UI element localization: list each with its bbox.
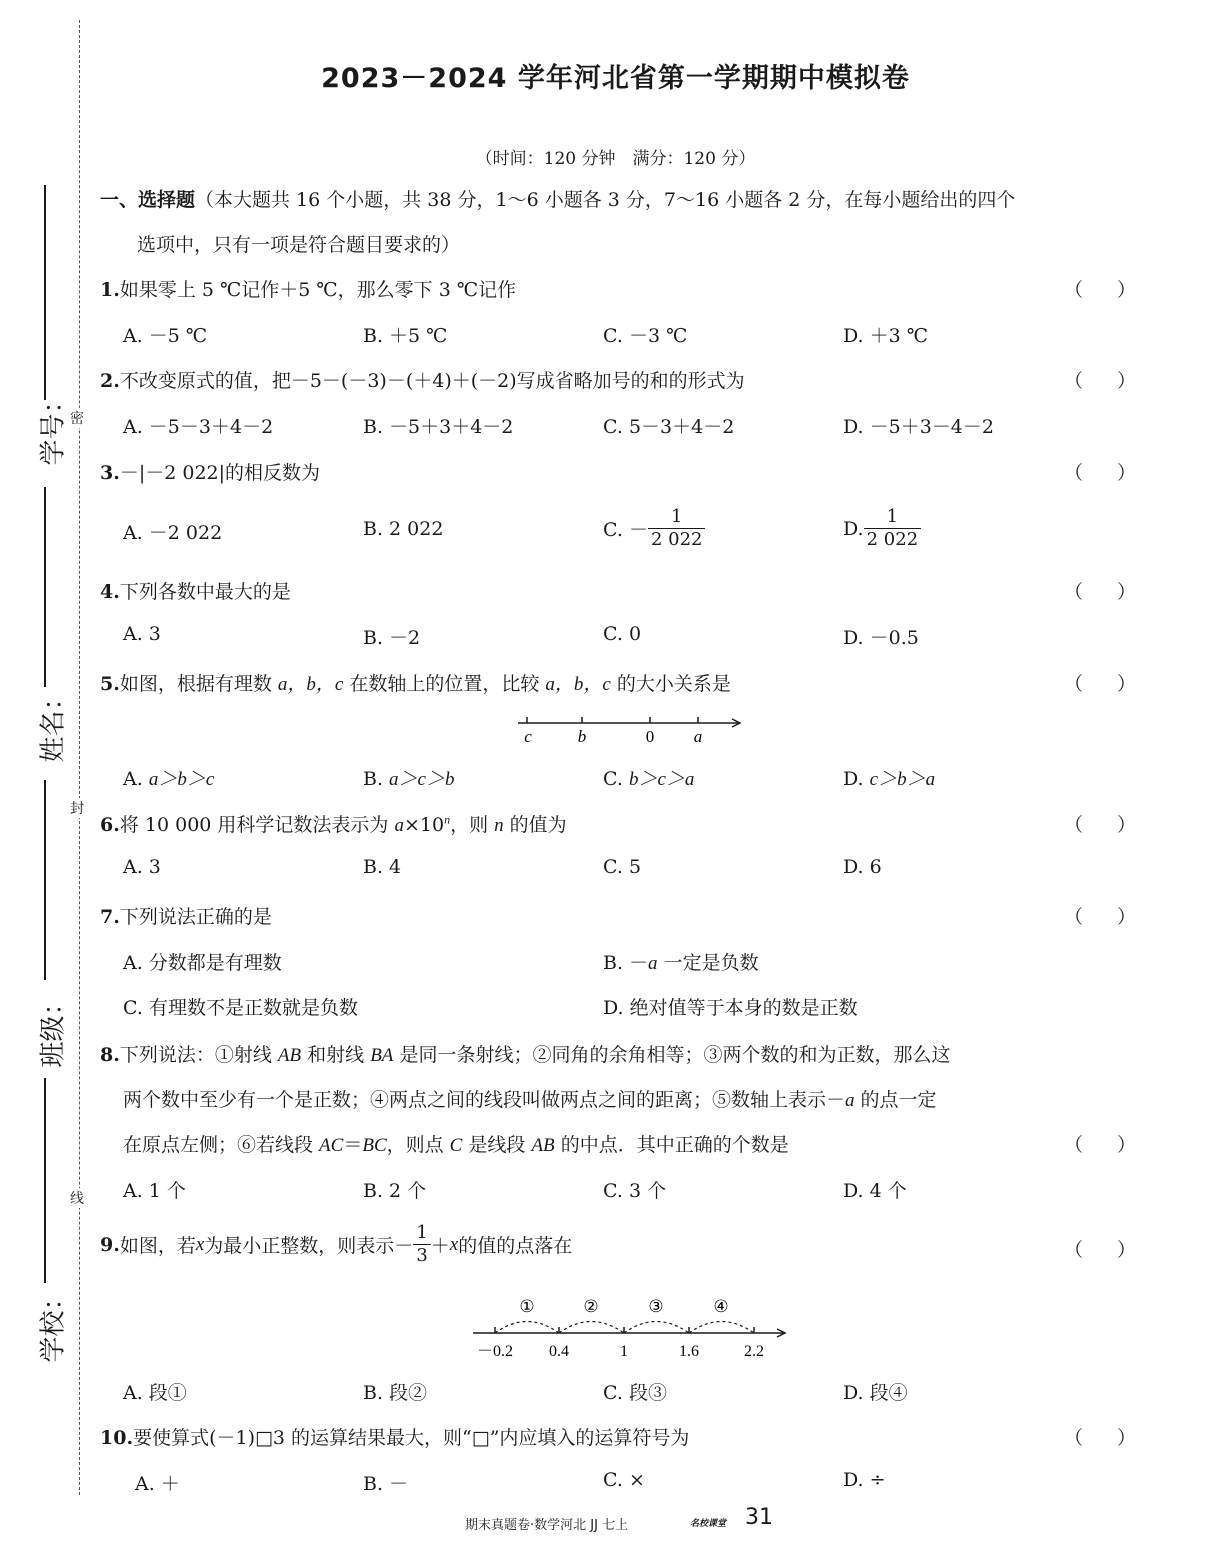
- footer-text: 期末真题卷·数学河北 JJ 七上: [465, 1518, 629, 1533]
- axis-label: －0.2: [476, 1343, 514, 1360]
- q7-option-d[interactable]: D. 绝对值等于本身的数是正数: [603, 997, 858, 1019]
- answer-blank-3[interactable]: [1064, 458, 1136, 485]
- q9-option-b[interactable]: B. 段②: [363, 1382, 428, 1404]
- q9-option-d[interactable]: D. 段④: [843, 1382, 908, 1404]
- paren-left: （: [1064, 814, 1084, 836]
- question-number: 2.: [100, 370, 120, 392]
- question-text: 将 10 000 用科学记数法表示为: [119, 814, 395, 836]
- axis-label: 2.2: [744, 1343, 764, 1360]
- question-text: －|－2 022|的相反数为: [119, 462, 321, 484]
- option-text: a＞c＞b: [389, 769, 455, 790]
- name-label: 姓名：: [38, 684, 69, 763]
- brand-logo: 名校课堂: [690, 1519, 727, 1529]
- q10-option-b[interactable]: B. －: [363, 1473, 409, 1495]
- answer-blank-7[interactable]: [1064, 902, 1136, 929]
- segment-label-1: ①: [519, 1297, 535, 1316]
- question-8-line-1: [100, 1040, 950, 1067]
- paren-right: ）: [1116, 581, 1136, 603]
- q4-option-b[interactable]: B. －2: [363, 627, 421, 649]
- segment-label-2: ②: [583, 1297, 599, 1316]
- answer-blank-4[interactable]: [1064, 577, 1136, 604]
- option-letter: A.: [123, 768, 149, 790]
- paren-right: ）: [1116, 370, 1136, 392]
- axis-label-0: 0: [645, 727, 655, 746]
- segment-label-4: ④: [713, 1297, 729, 1316]
- question-8-line-3: [123, 1130, 789, 1157]
- question-2: [100, 366, 745, 393]
- question-text: 下列各数中最大的是: [119, 581, 291, 603]
- paren-left: （: [1064, 1134, 1084, 1156]
- option-label: B. －: [603, 952, 649, 974]
- option-text: 一定是负数: [657, 952, 759, 974]
- fraction-denominator: 2 022: [866, 529, 919, 550]
- q2-option-b[interactable]: B. －5＋3＋4－2: [363, 416, 514, 438]
- question-number: 3.: [100, 462, 120, 484]
- question-text: 在数轴上的位置，比较: [343, 673, 546, 695]
- q1-option-b[interactable]: B. ＋5 ℃: [363, 325, 448, 347]
- question-text: 的点一定: [854, 1089, 937, 1111]
- answer-blank-10[interactable]: [1064, 1423, 1136, 1450]
- question-text: 要使算式(－1)□3 的运算结果最大，则“□”内应填入的运算符号为: [133, 1427, 690, 1449]
- option-letter: B.: [363, 768, 390, 790]
- question-number: 9.: [100, 1233, 120, 1256]
- paren-left: （: [1064, 1427, 1084, 1449]
- variable: BA: [370, 1045, 394, 1066]
- variable: AB: [531, 1135, 555, 1156]
- fraction: [648, 506, 706, 551]
- name-blank[interactable]: [44, 487, 46, 687]
- question-text: 的大小关系是: [610, 673, 731, 695]
- question-text: 在原点左侧；⑥若线段: [123, 1134, 320, 1156]
- q9-option-a[interactable]: A. 段①: [123, 1382, 187, 1404]
- q8-option-c[interactable]: C. 3 个: [603, 1180, 667, 1202]
- q4-option-a[interactable]: A. 3: [123, 623, 161, 645]
- question-9: [100, 1222, 572, 1267]
- variable: x: [195, 1233, 205, 1255]
- axis-label: 0.4: [549, 1343, 569, 1360]
- variable: AC: [319, 1135, 344, 1156]
- section-heading: [100, 185, 1015, 212]
- section-desc-line1: （本大题共 16 个小题，共 38 分，1～6 小题各 3 分，7～16 小题各 2 分，在每小题给出的四个: [195, 189, 1016, 211]
- variables: a，b，c: [545, 674, 611, 695]
- option-label: C. －: [603, 519, 648, 541]
- question-10: [100, 1423, 689, 1450]
- paren-right: ）: [1116, 1427, 1136, 1449]
- question-number: 8.: [100, 1044, 120, 1066]
- q6-option-c[interactable]: C. 5: [603, 856, 642, 878]
- question-number: 7.: [100, 906, 120, 928]
- q2-option-c[interactable]: C. 5－3＋4－2: [603, 416, 735, 438]
- option-label: D.: [843, 517, 864, 540]
- paren-right: ）: [1116, 673, 1136, 695]
- answer-blank-2[interactable]: [1064, 366, 1136, 393]
- q5-option-b[interactable]: [363, 764, 454, 791]
- question-4: [100, 577, 291, 604]
- exam-info: （时间：120 分钟 满分：120 分）: [475, 149, 756, 169]
- q10-option-c[interactable]: C. ×: [603, 1469, 645, 1491]
- class-label: 班级：: [38, 989, 69, 1068]
- question-text: 是线段: [462, 1134, 532, 1156]
- student-number-blank[interactable]: [44, 185, 46, 400]
- paren-right: ）: [1116, 462, 1136, 484]
- question-text: ＋: [430, 1235, 450, 1257]
- paren-left: （: [1064, 462, 1084, 484]
- q5-option-c[interactable]: [603, 764, 694, 791]
- section-desc-line2: 选项中，只有一项是符合题目要求的）: [137, 234, 461, 256]
- variable: a: [394, 815, 404, 836]
- answer-blank-5[interactable]: [1064, 669, 1136, 696]
- paren-right: ）: [1116, 814, 1136, 836]
- segment-arc-4: [689, 1322, 754, 1334]
- question-6: [100, 810, 567, 837]
- fraction-numerator: 1: [413, 1222, 430, 1245]
- question-number: 1.: [100, 279, 120, 301]
- paren-left: （: [1064, 1239, 1084, 1261]
- exponent: n: [444, 812, 451, 827]
- fraction-denominator: 2 022: [650, 529, 703, 550]
- question-text: 两个数中至少有一个是正数；④两点之间的线段叫做两点之间的距离；⑤数轴上表示－: [123, 1089, 846, 1111]
- q5-option-d[interactable]: [843, 764, 935, 791]
- number-line-figure-q5: [510, 708, 750, 748]
- q6-option-b[interactable]: B. 4: [363, 856, 402, 878]
- q7-option-b[interactable]: [603, 948, 759, 975]
- page-number: 31: [745, 1505, 773, 1530]
- fraction-numerator: 1: [864, 506, 922, 529]
- q10-option-a[interactable]: A. ＋: [135, 1473, 180, 1495]
- answer-blank-6[interactable]: [1064, 810, 1136, 837]
- question-text: 的值的点落在: [458, 1235, 573, 1257]
- axis-label: 1.6: [679, 1343, 699, 1360]
- q9-option-c[interactable]: C. 段③: [603, 1382, 667, 1404]
- page-title: 2023－2024 学年河北省第一学期期中模拟卷: [321, 63, 910, 94]
- question-7: [100, 902, 272, 929]
- q1-option-d[interactable]: D. ＋3 ℃: [843, 325, 929, 347]
- q8-option-d[interactable]: D. 4 个: [843, 1180, 907, 1202]
- cut-mark-feng: 封: [70, 798, 84, 818]
- class-blank[interactable]: [44, 780, 46, 980]
- section-title: 一、选择题: [100, 189, 196, 211]
- variable: C: [449, 1135, 463, 1156]
- option-text: a＞b＞c: [148, 769, 215, 790]
- q1-option-c[interactable]: C. －3 ℃: [603, 325, 688, 347]
- variable: x: [449, 1233, 459, 1255]
- question-text: 如果零上 5 ℃记作＋5 ℃，那么零下 3 ℃记作: [119, 279, 517, 301]
- variable: BC: [362, 1135, 387, 1156]
- segment-arc-1: [495, 1322, 559, 1334]
- variable: n: [494, 815, 504, 836]
- number-line-figure-q9: [465, 1290, 795, 1360]
- q2-option-a[interactable]: A. －5－3＋4－2: [123, 416, 274, 438]
- school-blank[interactable]: [44, 1078, 46, 1283]
- paren-left: （: [1064, 673, 1084, 695]
- q8-option-a[interactable]: A. 1 个: [123, 1180, 186, 1202]
- cut-mark-xian: 线: [70, 1188, 84, 1208]
- question-text: 和射线: [301, 1044, 371, 1066]
- question-number: 10.: [100, 1427, 134, 1449]
- fraction: [413, 1222, 430, 1267]
- question-3: [100, 458, 320, 485]
- question-text: ，则: [450, 814, 495, 836]
- segment-arc-3: [624, 1322, 689, 1334]
- paren-right: ）: [1116, 906, 1136, 928]
- q4-option-c[interactable]: C. 0: [603, 623, 642, 645]
- axis-label-a: a: [693, 727, 703, 746]
- q3-option-c[interactable]: [603, 506, 705, 551]
- question-text: ，则点: [386, 1134, 450, 1156]
- option-letter: C.: [603, 768, 629, 790]
- q7-option-c[interactable]: C. 有理数不是正数就是负数: [123, 997, 358, 1019]
- question-number: 4.: [100, 581, 120, 603]
- q10-option-d[interactable]: D. ÷: [843, 1469, 886, 1491]
- question-text: 如图，根据有理数: [119, 673, 278, 695]
- paren-right: ）: [1116, 1239, 1136, 1261]
- question-8-line-2: [123, 1085, 937, 1112]
- question-text: 的值为: [503, 814, 567, 836]
- q6-option-a[interactable]: A. 3: [123, 856, 161, 878]
- q8-option-b[interactable]: B. 2 个: [363, 1180, 427, 1202]
- fraction-denominator: 3: [416, 1245, 428, 1266]
- variable: a: [845, 1090, 855, 1111]
- option-text: c＞b＞a: [869, 769, 936, 790]
- variables: a，b，c: [277, 674, 344, 695]
- cut-mark-mi: 密: [70, 408, 84, 428]
- question-text: 为最小正整数，则表示－: [204, 1235, 414, 1257]
- student-number-label: 学号：: [38, 387, 69, 466]
- paren-right: ）: [1116, 279, 1136, 301]
- option-letter: D.: [843, 768, 870, 790]
- axis-label-b: b: [577, 727, 587, 746]
- paren-right: ）: [1116, 1134, 1136, 1156]
- q6-option-d[interactable]: D. 6: [843, 856, 882, 878]
- question-1: [100, 275, 516, 302]
- paren-left: （: [1064, 370, 1084, 392]
- q2-option-d[interactable]: D. －5＋3－4－2: [843, 416, 994, 438]
- fraction: [864, 506, 922, 551]
- axis-label-c: c: [524, 727, 532, 746]
- segment-label-3: ③: [648, 1297, 664, 1316]
- question-text: 下列说法正确的是: [119, 906, 272, 928]
- q3-option-d[interactable]: [843, 506, 921, 551]
- answer-blank-8[interactable]: [1064, 1130, 1136, 1157]
- school-label: 学校：: [38, 1284, 69, 1363]
- question-5: [100, 669, 731, 696]
- q7-option-a[interactable]: A. 分数都是有理数: [123, 952, 282, 974]
- option-text: b＞c＞a: [628, 769, 695, 790]
- variable: a: [648, 953, 658, 974]
- binding-dashed-line: [79, 20, 80, 1495]
- q1-option-a[interactable]: A. －5 ℃: [123, 325, 208, 347]
- q5-option-a[interactable]: [123, 764, 214, 791]
- q3-option-a[interactable]: A. －2 022: [123, 522, 223, 544]
- question-text: 的中点．其中正确的个数是: [554, 1134, 789, 1156]
- question-text: 不改变原式的值，把－5－(－3)－(＋4)＋(－2)写成省略加号的和的形式为: [119, 370, 745, 392]
- variable: AB: [277, 1045, 302, 1066]
- question-text: 是同一条射线；②同角的余角相等；③两个数的和为正数，那么这: [393, 1044, 951, 1066]
- answer-blank-1[interactable]: [1064, 275, 1136, 302]
- question-text: ×10: [403, 814, 445, 836]
- answer-blank-9[interactable]: [1064, 1235, 1136, 1262]
- fraction-numerator: 1: [648, 506, 706, 529]
- question-number: 6.: [100, 814, 120, 836]
- axis-label: 1: [620, 1343, 628, 1360]
- question-text: 如图，若: [119, 1235, 196, 1257]
- paren-left: （: [1064, 581, 1084, 603]
- q4-option-d[interactable]: D. －0.5: [843, 627, 919, 649]
- paren-left: （: [1064, 906, 1084, 928]
- question-text: ＝: [343, 1134, 363, 1156]
- paren-left: （: [1064, 279, 1084, 301]
- question-number: 5.: [100, 673, 120, 695]
- question-text: 下列说法：①射线: [119, 1044, 278, 1066]
- q3-option-b[interactable]: B. 2 022: [363, 518, 444, 540]
- segment-arc-2: [559, 1322, 624, 1334]
